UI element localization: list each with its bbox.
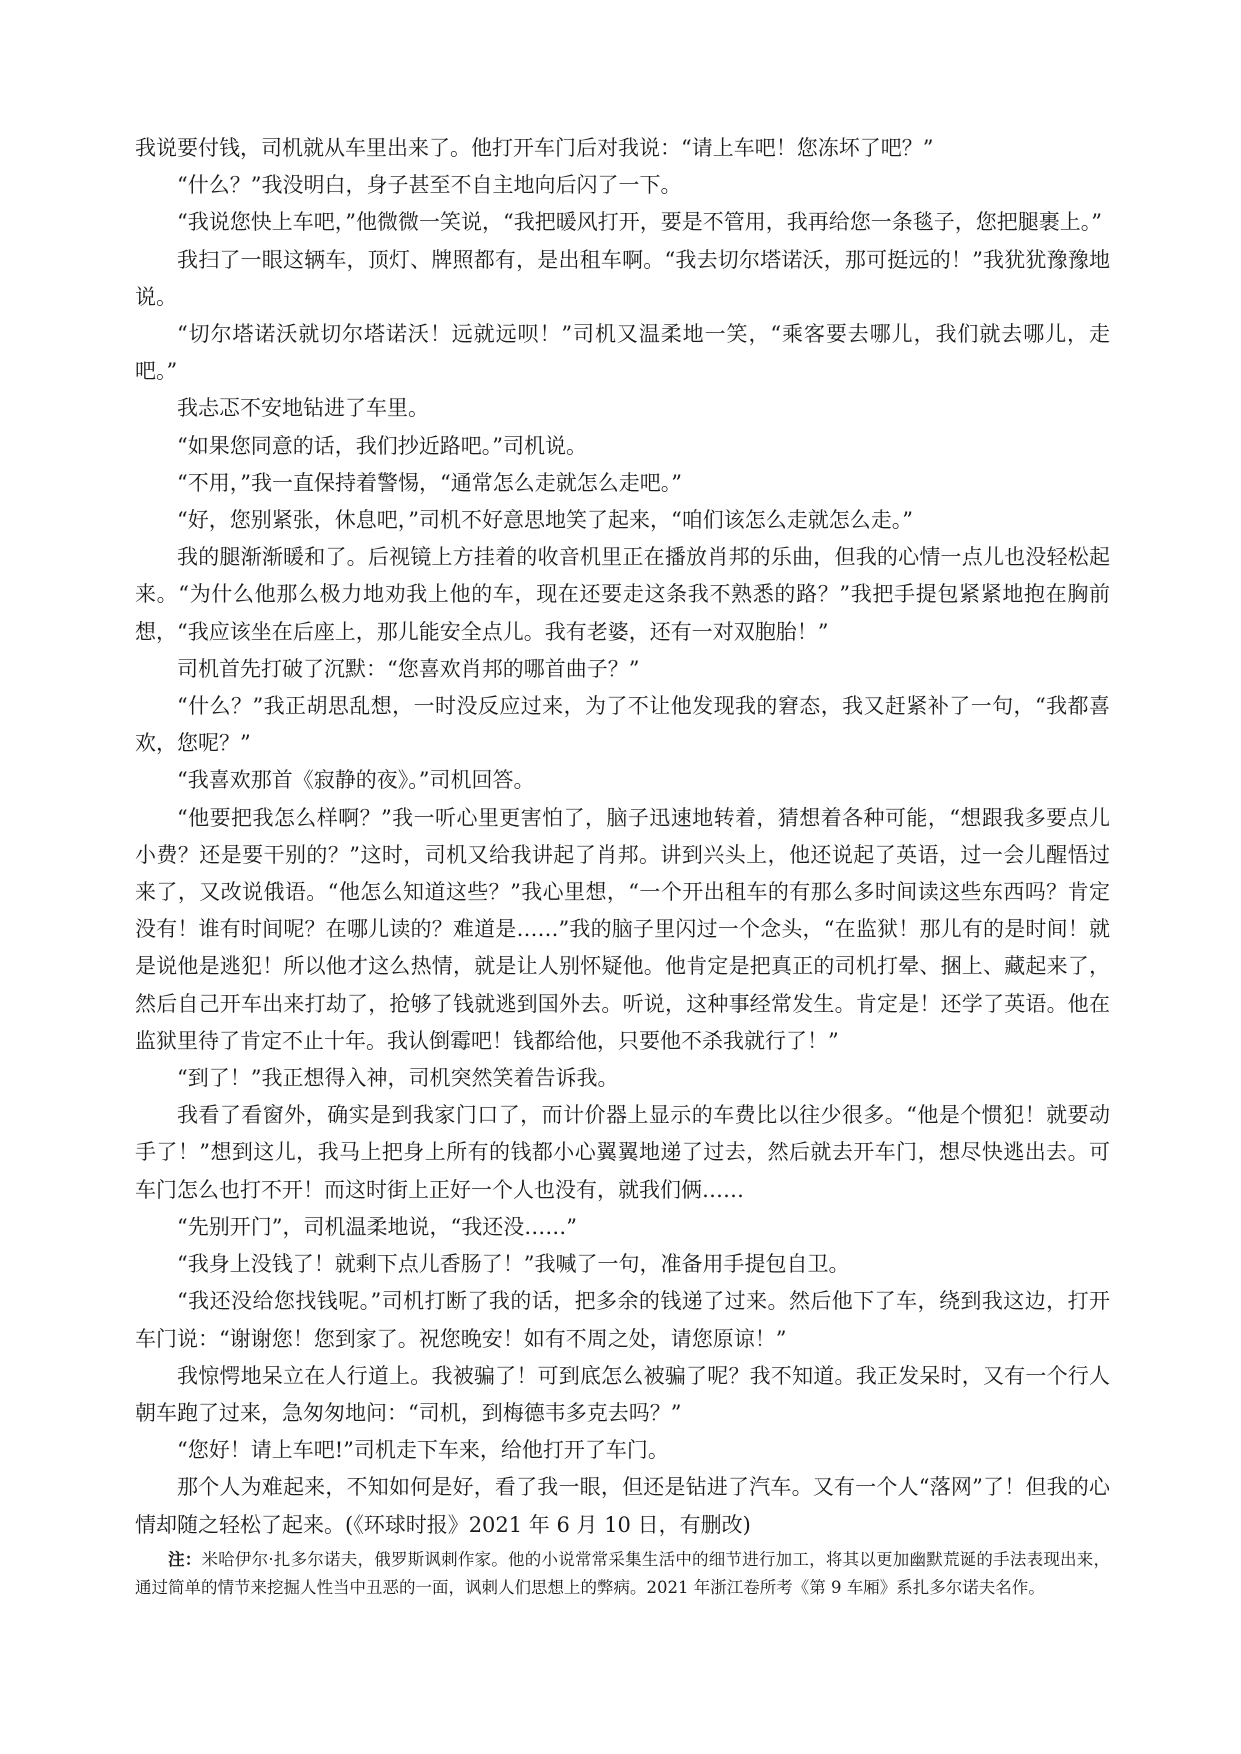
footnote <box>135 1546 1110 1602</box>
paragraph-11: 司机首先打破了沉默：“您喜欢肖邦的哪首曲子？” <box>177 656 640 681</box>
paragraph-3: “我说您快上车吧，”他微微一笑说，“我把暖风打开，要是不管用，我再给您一条毯子，您把腿裹上。” <box>177 210 1102 235</box>
footnote-label: 注： <box>168 1549 202 1569</box>
paragraph-13: “我喜欢那首《寂静的夜》。”司机回答。 <box>177 768 535 793</box>
paragraph-14: “他要把我怎么样啊？”我一听心里更害怕了，脑子迅速地转着，猜想着各种可能，“想跟我多要点儿小费？还是要干别的？”这时，司机又给我讲起了肖邦。讲到兴头上，他还说起了英语，过一会儿醒悟过来了，又改说俄语。“他怎么知道这些？”我心里想，“一个开出租车的有那么多时间读这些东西吗？肯定没有！谁有时间呢？在哪儿读的？难道是……”我的脑子里闪过一个念头，“在监狱！那儿有的是时间！就是说他是逃犯！所以他才这么热情，就是让人别怀疑他。他肯定是把真正的司机打晕、捆上、藏起来了，然后自己开车出来打劫了，抢够了钱就逃到国外去。听说，这种事经常发生。肯定是！还学了英语。他在监狱里待了肯定不止十年。我认倒霉吧！钱都给他，只要他不杀我就行了！” <box>135 805 1110 1053</box>
paragraph-9: “好，您别紧张，休息吧，”司机不好意思地笑了起来，“咱们该怎么走就怎么走。” <box>177 508 913 533</box>
paragraph-5: “切尔塔诺沃就切尔塔诺沃！远就远呗！”司机又温柔地一笑，“乘客要去哪儿，我们就去哪儿，走吧。” <box>135 322 1110 384</box>
paragraph-22: 那个人为难起来，不知如何是好，看了我一眼，但还是钻进了汽车。又有一个人“落网”了！但我的心情却随之轻松了起来。(《环球时报》2021 年 6 月 10 日，有删改) <box>135 1475 1110 1537</box>
paragraph-1: 我说要付钱，司机就从车里出来了。他打开车门后对我说：“请上车吧！您冻坏了吧？” <box>135 136 934 160</box>
paragraph-21: “您好！请上车吧!”司机走下车来，给他打开了车门。 <box>177 1438 669 1463</box>
paragraph-19: “我还没给您找钱呢。”司机打断了我的话，把多余的钱递了过来。然后他下了车，绕到我这边，打开车门说：“谢谢您！您到家了。祝您晚安！如有不周之处，请您原谅！” <box>135 1289 1110 1351</box>
paragraph-20: 我惊愕地呆立在人行道上。我被骗了！可到底怎么被骗了呢？我不知道。我正发呆时，又有一个行人朝车跑了过来，急匆匆地问：“司机，到梅德韦多克去吗？” <box>135 1363 1110 1425</box>
footnote-text: 米哈伊尔·扎多尔诺夫，俄罗斯讽刺作家。他的小说常常采集生活中的细节进行加工，将其以更加幽默荒诞的手法表现出来，通过简单的情节来挖掘人性当中丑恶的一面，讽刺人们思想上的弊病。2021 年浙江卷所考《第 9 车厢》系扎多尔诺夫名作。 <box>135 1549 1111 1597</box>
paragraph-8: “不用，”我一直保持着警惕，“通常怎么走就怎么走吧。” <box>177 470 682 495</box>
paragraph-17: “先别开门”，司机温柔地说，“我还没……” <box>177 1214 577 1239</box>
paragraph-10: 我的腿渐渐暖和了。后视镜上方挂着的收音机里正在播放肖邦的乐曲，但我的心情一点儿也没轻松起来。“为什么他那么极力地劝我上他的车，现在还要走这条我不熟悉的路？”我把手提包紧紧地抱在胸前想，“我应该坐在后座上，那儿能安全点儿。我有老婆，还有一对双胞胎！” <box>135 545 1110 644</box>
story-body <box>135 130 1110 1602</box>
paragraph-16: 我看了看窗外，确实是到我家门口了，而计价器上显示的车费比以往少很多。“他是个惯犯！就要动手了！”想到这儿，我马上把身上所有的钱都小心翼翼地递了过去，然后就去开车门，想尽快逃出去。可车门怎么也打不开！而这时街上正好一个人也没有，就我们俩…… <box>135 1103 1110 1202</box>
paragraph-15: “到了！”我正想得入神，司机突然笑着告诉我。 <box>177 1066 619 1091</box>
paragraph-6: 我忐忑不安地钻进了车里。 <box>177 396 429 421</box>
paragraph-18: “我身上没钱了！就剩下点儿香肠了！”我喊了一句，准备用手提包自卫。 <box>177 1252 850 1277</box>
paragraph-4: 我扫了一眼这辆车，顶灯、牌照都有，是出租车啊。“我去切尔塔诺沃，那可挺远的！”我犹犹豫豫地说。 <box>135 247 1110 309</box>
paragraph-2: “什么？”我没明白，身子甚至不自主地向后闪了一下。 <box>177 173 682 198</box>
paragraph-12: “什么？”我正胡思乱想，一时没反应过来，为了不让他发现我的窘态，我又赶紧补了一句，“我都喜欢，您呢？” <box>135 694 1110 756</box>
paragraph-7: “如果您同意的话，我们抄近路吧。”司机说。 <box>177 433 587 458</box>
